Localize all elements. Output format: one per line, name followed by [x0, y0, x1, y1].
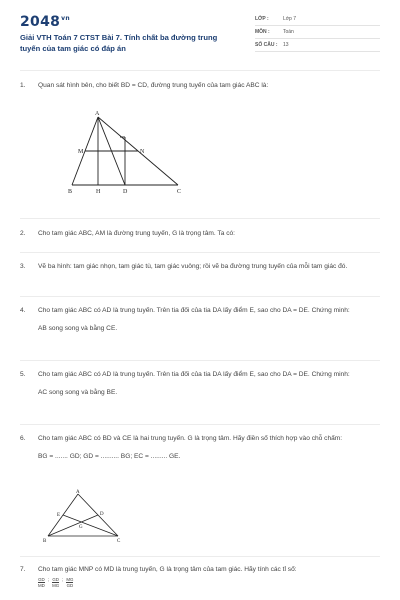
question-number: 6. — [20, 435, 26, 442]
document-title: Giải VTH Toán 7 CTST Bài 7. Tính chất ba đường trung tuyến của tam giác có đáp án — [20, 33, 218, 53]
label-c: C — [177, 189, 182, 195]
denominator: MD — [38, 583, 45, 588]
label-d: D — [100, 512, 104, 517]
label-c: C — [117, 539, 121, 544]
numerator: GD — [38, 577, 45, 582]
meta-label: MÔN : — [255, 29, 270, 35]
label-b: B — [43, 539, 47, 544]
denominator: MG — [52, 583, 60, 588]
question-text: Cho tam giác ABC có BD và CE là hai trung tuyến. G là trọng tâm. Hãy điền số thích hợp vào chỗ chấm: — [38, 435, 343, 442]
question-number: 2. — [20, 230, 26, 237]
separator: ; — [62, 577, 64, 582]
question-fill-in: BG = ....... GD; GD = .......... BG; EC = ......... GE. — [38, 453, 181, 460]
question-4 — [20, 306, 380, 334]
meta-value: Toán — [283, 29, 294, 35]
meta-value: Lớp 7 — [283, 16, 297, 22]
fraction-mg-gd — [66, 577, 73, 588]
label-m: M — [78, 149, 84, 155]
logo-text: 2048 — [20, 14, 61, 30]
fraction-list — [38, 577, 73, 588]
question-5 — [20, 370, 380, 398]
question-subtext: AB song song và bằng CE. — [38, 325, 118, 332]
divider — [20, 424, 380, 425]
question-text: Vẽ ba hình: tam giác nhọn, tam giác tù, tam giác vuông; rồi vẽ ba đường trung tuyến của mỗi tam giác đó. — [38, 263, 348, 270]
question-2 — [20, 229, 380, 239]
logo-suffix: vn — [61, 15, 70, 23]
label-n: N — [140, 149, 145, 155]
meta-row-subject — [255, 26, 380, 39]
question-number: 5. — [20, 371, 26, 378]
question-7 — [20, 565, 380, 575]
meta-label: LỚP : — [255, 16, 269, 22]
divider — [20, 70, 380, 71]
label-a: A — [76, 490, 80, 495]
label-e: E — [57, 513, 61, 518]
fraction-gd-mg — [52, 577, 59, 588]
figure-triangle-abc — [60, 105, 190, 197]
question-number: 1. — [20, 82, 26, 89]
divider — [20, 218, 380, 219]
separator: ; — [47, 577, 50, 582]
label-g: G — [79, 525, 83, 530]
numerator: GD — [52, 577, 59, 582]
label-a: A — [95, 111, 100, 117]
document-meta — [255, 13, 380, 52]
question-3 — [20, 262, 380, 272]
question-text: Quan sát hình bên, cho biết BD = CD, đường trung tuyến của tam giác ABC là: — [38, 82, 269, 89]
label-b: B — [68, 189, 73, 195]
meta-label: SỐ CÂU : — [255, 42, 278, 48]
question-subtext: AC song song và bằng BE. — [38, 389, 118, 396]
question-text: Cho tam giác MNP có MD là trung tuyến, G là trọng tâm của tam giác. Hãy tính các tỉ số: — [38, 566, 297, 573]
divider — [20, 252, 380, 253]
label-d: D — [123, 189, 128, 195]
divider — [20, 360, 380, 361]
question-1 — [20, 81, 380, 91]
fraction-gd-md — [38, 577, 45, 588]
question-text: Cho tam giác ABC có AD là trung tuyến. Trên tia đối của tia DA lấy điểm E, sao cho DA = DE. Chứng minh: — [38, 371, 350, 378]
question-number: 3. — [20, 263, 26, 270]
question-number: 4. — [20, 307, 26, 314]
meta-value: 13 — [283, 42, 289, 48]
question-text: Cho tam giác ABC có AD là trung tuyến. Trên tia đối của tia DA lấy điểm E, sao cho DA = DE. Chứng minh: — [38, 307, 350, 314]
figure-triangle-medians — [42, 488, 124, 544]
question-number: 7. — [20, 566, 26, 573]
numerator: MG — [66, 577, 74, 582]
denominator: GD — [66, 583, 74, 588]
label-h: H — [96, 189, 101, 195]
site-logo[interactable] — [20, 14, 70, 30]
question-text: Cho tam giác ABC, AM là đường trung tuyến, G là trọng tâm. Ta có: — [38, 230, 235, 237]
divider — [20, 296, 380, 297]
meta-row-count — [255, 39, 380, 52]
document-header — [0, 0, 400, 68]
meta-row-grade — [255, 13, 380, 26]
divider — [20, 556, 380, 557]
question-6 — [20, 434, 380, 462]
